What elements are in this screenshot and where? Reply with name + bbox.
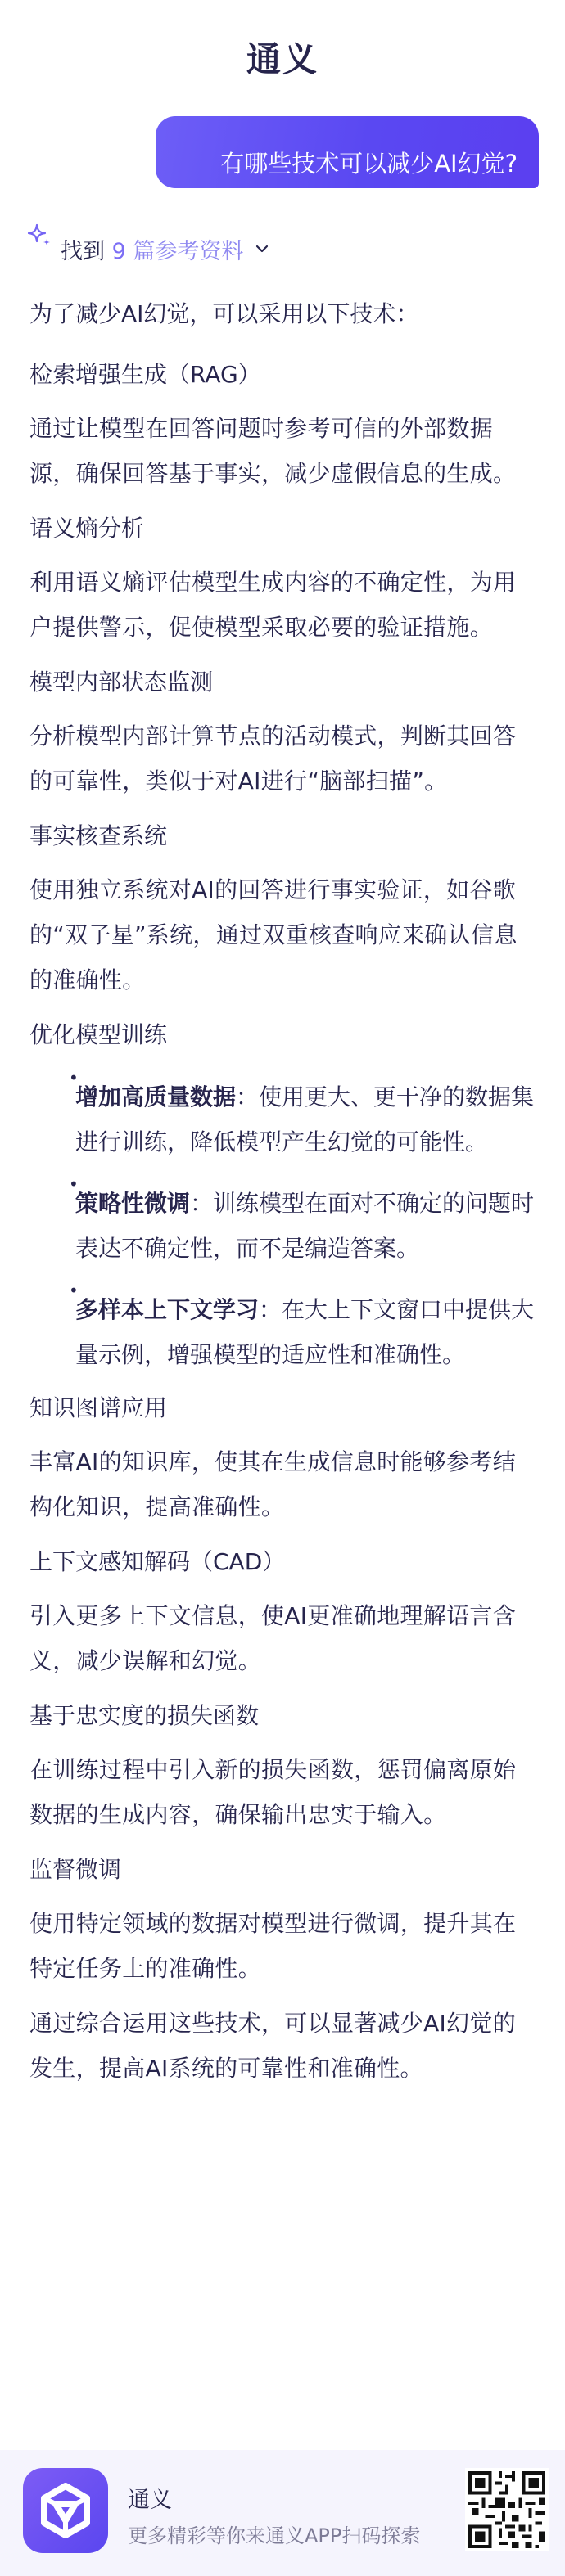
section-title: 知识图谱应用 bbox=[29, 1394, 168, 1421]
section-text: 引入更多上下文信息，使AI更准确地理解语言含义，减少误解和幻觉。 bbox=[29, 1602, 517, 1674]
section-text: 丰富AI的知识库，使其在生成信息时能够参考结构化知识，提高准确性。 bbox=[29, 1448, 517, 1520]
answer-section bbox=[29, 1394, 536, 1529]
tongyi-logo-icon bbox=[23, 2468, 108, 2553]
answer-section bbox=[29, 1855, 536, 1991]
sources-suffix: 篇参考资料 bbox=[133, 239, 244, 264]
bullet-text: 使用更大、更干净的数据集进行训练，降低模型产生幻觉的可能性。 bbox=[75, 1083, 535, 1155]
section-text: 分析模型内部计算节点的活动模式，判断其回答的可靠性，类似于对AI进行“脑部扫描”。 bbox=[29, 723, 517, 795]
bullet-dot: • bbox=[69, 1068, 79, 1088]
section-title: 优化模型训练 bbox=[29, 1021, 168, 1048]
bullet-label: 增加高质量数据 bbox=[75, 1083, 237, 1110]
section-title: 上下文感知解码（CAD） bbox=[29, 1548, 286, 1575]
answer-section bbox=[29, 1020, 536, 1377]
sources-label bbox=[61, 237, 243, 272]
bullet-separator: ： bbox=[190, 1190, 214, 1217]
tongyi-logo-shape bbox=[23, 2468, 108, 2553]
answer-section bbox=[29, 514, 536, 650]
answer-conclusion: 通过综合运用这些技术，可以显著减少AI幻觉的发生，提高AI系统的可靠性和准确性。 bbox=[29, 2010, 517, 2082]
section-title: 监督微调 bbox=[29, 1856, 122, 1883]
answer-intro: 为了减少AI幻觉，可以采用以下技术： bbox=[29, 300, 419, 327]
sources-count: 9 bbox=[111, 239, 126, 264]
footer-subtitle: 更多精彩等你来通义APP扫码探索 bbox=[128, 2524, 421, 2547]
bullet-dot: • bbox=[69, 1174, 79, 1194]
qr-code-pattern bbox=[465, 2468, 549, 2551]
user-message-row bbox=[0, 116, 565, 188]
sources-prefix: 找到 bbox=[61, 239, 105, 264]
app-title: 通义 bbox=[246, 39, 319, 79]
section-text: 使用特定领域的数据对模型进行微调，提升其在特定任务上的准确性。 bbox=[29, 1910, 517, 1982]
answer-section bbox=[29, 822, 536, 1002]
bullet-dot: • bbox=[69, 1281, 79, 1300]
bullet-label: 多样本上下文学习 bbox=[75, 1296, 260, 1323]
sources-toggle[interactable] bbox=[0, 223, 565, 272]
bullet-item bbox=[69, 1281, 536, 1377]
section-text: 通过让模型在回答问题时参考可信的外部数据源，确保回答基于事实，减少虚假信息的生成。 bbox=[29, 415, 517, 487]
answer-section bbox=[29, 668, 536, 804]
bullet-separator: ： bbox=[236, 1083, 260, 1110]
bullet-text: 在大上下文窗口中提供大量示例，增强模型的适应性和准确性。 bbox=[75, 1296, 535, 1368]
sparkle-icon bbox=[26, 223, 52, 249]
bullet-item bbox=[69, 1174, 536, 1271]
chevron-down-icon[interactable] bbox=[255, 244, 269, 254]
app-promo-footer bbox=[0, 2450, 565, 2576]
user-message-bubble: 有哪些技术可以减少AI幻觉? bbox=[156, 116, 539, 188]
qr-code-icon bbox=[465, 2468, 549, 2551]
answer-section bbox=[29, 360, 536, 496]
section-title: 基于忠实度的损失函数 bbox=[29, 1702, 260, 1729]
section-title: 模型内部状态监测 bbox=[29, 669, 214, 696]
section-title: 事实核查系统 bbox=[29, 822, 168, 849]
section-text: 在训练过程中引入新的损失函数，惩罚偏离原始数据的生成内容，确保输出忠实于输入。 bbox=[29, 1756, 517, 1828]
answer-section bbox=[29, 1547, 536, 1683]
bullet-label: 策略性微调 bbox=[75, 1190, 191, 1217]
section-text: 使用独立系统对AI的回答进行事实验证，如谷歌的“双子星”系统，通过双重核查响应来确认信息的准确性。 bbox=[29, 876, 518, 993]
footer-app-name: 通义 bbox=[128, 2488, 172, 2513]
answer-section bbox=[29, 1701, 536, 1837]
top-bar bbox=[0, 0, 565, 116]
section-title: 检索增强生成（RAG） bbox=[29, 361, 261, 388]
bullet-text: 训练模型在面对不确定的问题时表达不确定性，而不是编造答案。 bbox=[75, 1190, 535, 1262]
bullet-list bbox=[29, 1068, 536, 1377]
section-title: 语义熵分析 bbox=[29, 515, 145, 542]
section-text: 利用语义熵评估模型生成内容的不确定性，为用户提供警示，促使模型采取必要的验证措施。 bbox=[29, 569, 517, 641]
bullet-separator: ： bbox=[259, 1296, 282, 1323]
bullet-item bbox=[69, 1068, 536, 1164]
answer-body bbox=[0, 299, 565, 2091]
